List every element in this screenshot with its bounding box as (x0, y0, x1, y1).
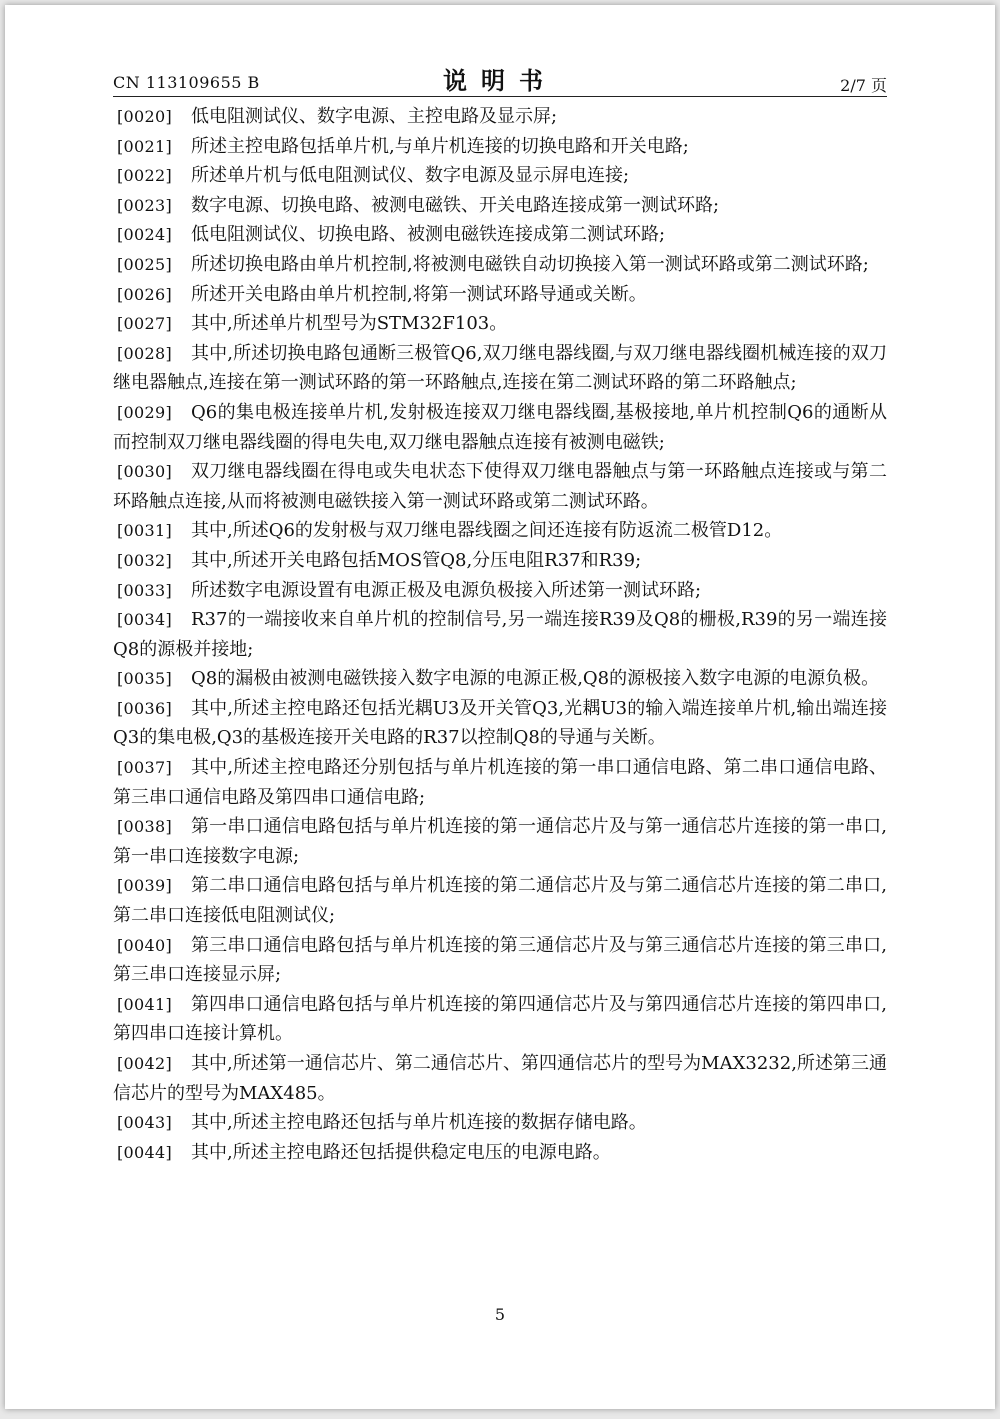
paragraph-number: [0043] (117, 1113, 173, 1133)
paragraph (113, 931, 887, 990)
paragraph-text: 所述单片机与低电阻测试仪、数字电源及显示屏电连接; (191, 165, 630, 187)
paragraph (113, 812, 887, 871)
paragraph-number: [0034] (117, 610, 173, 630)
paragraph (113, 309, 887, 339)
paragraph-text: 其中,所述主控电路还包括与单片机连接的数据存储电路。 (191, 1112, 647, 1134)
paragraph-text: 其中,所述Q6的发射极与双刀继电器线圈之间还连接有防返流二极管D12。 (191, 520, 783, 542)
paragraph (113, 694, 887, 753)
paragraph-number: [0026] (117, 284, 173, 304)
paragraph-text: 所述开关电路由单片机控制,将第一测试环路导通或关断。 (191, 283, 647, 305)
paragraph-number: [0022] (117, 166, 173, 186)
paragraph (113, 161, 887, 191)
paragraph-text: 数字电源、切换电路、被测电磁铁、开关电路连接成第一测试环路; (191, 194, 720, 216)
paragraph-number: [0032] (117, 550, 173, 570)
paragraph-text: 第二串口通信电路包括与单片机连接的第二通信芯片及与第二通信芯片连接的第二串口,第二串口连接低电阻测试仪; (113, 875, 887, 927)
paragraph-text: Q6的集电极连接单片机,发射极连接双刀继电器线圈,基极接地,单片机控制Q6的通断从而控制双刀继电器线圈的得电失电,双刀继电器触点连接有被测电磁铁; (113, 401, 887, 453)
paragraph-text: 其中,所述主控电路还包括光耦U3及开关管Q3,光耦U3的输入端连接单片机,输出端连接Q3的集电极,Q3的基极连接开关电路的R37以控制Q8的导通与关断。 (113, 697, 887, 749)
paragraph-number: [0024] (117, 225, 173, 245)
paragraph (113, 102, 887, 132)
paragraph (113, 753, 887, 812)
page-header (113, 61, 887, 97)
paragraph (113, 457, 887, 516)
paragraph (113, 1108, 887, 1138)
paragraph-number: [0038] (117, 817, 173, 837)
paragraph-number: [0031] (117, 521, 173, 541)
paragraph-text: 第三串口通信电路包括与单片机连接的第三通信芯片及与第三通信芯片连接的第三串口,第三串口连接显示屏; (113, 934, 887, 986)
paragraph-text: Q8的漏极由被测电磁铁接入数字电源的电源正极,Q8的源极接入数字电源的电源负极。 (191, 668, 880, 690)
paragraph (113, 664, 887, 694)
paragraph-text: 所述切换电路由单片机控制,将被测电磁铁自动切换接入第一测试环路或第二测试环路; (191, 253, 869, 275)
paragraph-text: 所述数字电源设置有电源正极及电源负极接入所述第一测试环路; (191, 579, 702, 601)
paragraph-number: [0027] (117, 314, 173, 334)
paragraph-number: [0029] (117, 402, 173, 422)
paragraph-number: [0025] (117, 254, 173, 274)
paragraph (113, 546, 887, 576)
document-page (5, 5, 995, 1409)
paragraph (113, 1049, 887, 1108)
paragraph (113, 398, 887, 457)
paragraph (113, 576, 887, 606)
paragraph-text: 低电阻测试仪、数字电源、主控电路及显示屏; (191, 106, 558, 127)
paragraph-text: 低电阻测试仪、切换电路、被测电磁铁连接成第二测试环路; (191, 224, 666, 246)
paragraph-number: [0044] (117, 1142, 173, 1162)
paragraph (113, 990, 887, 1049)
paragraph-number: [0037] (117, 758, 173, 778)
paragraph-text: 其中,所述开关电路包括MOS管Q8,分压电阻R37和R39; (191, 549, 642, 571)
paragraph (113, 250, 887, 280)
paragraph (113, 871, 887, 930)
paragraph-text: 其中,所述单片机型号为STM32F103。 (191, 313, 508, 335)
document-title: 说明书 (443, 66, 557, 95)
paragraph-number: [0023] (117, 195, 173, 215)
paragraph (113, 339, 887, 398)
paragraph-number: [0030] (117, 462, 173, 482)
paragraph (113, 1138, 887, 1168)
paragraph (113, 132, 887, 162)
paragraph-number: [0020] (117, 107, 173, 126)
document-body (113, 102, 887, 1167)
paragraph (113, 191, 887, 221)
paragraph-text: 所述主控电路包括单片机,与单片机连接的切换电路和开关电路; (191, 135, 689, 157)
paragraph-text: 其中,所述主控电路还分别包括与单片机连接的第一串口通信电路、第二串口通信电路、第三串口通信电路及第四串口通信电路; (113, 757, 887, 808)
paragraph-number: [0042] (117, 1054, 173, 1073)
paragraph (113, 605, 887, 664)
paragraph-text: 第一串口通信电路包括与单片机连接的第一通信芯片及与第一通信芯片连接的第一串口,第一串口连接数字电源; (113, 816, 887, 867)
paragraph (113, 280, 887, 310)
paragraph-text: 第四串口通信电路包括与单片机连接的第四通信芯片及与第四通信芯片连接的第四串口,第四串口连接计算机。 (113, 993, 887, 1045)
paragraph-text: 其中,所述切换电路包通断三极管Q6,双刀继电器线圈,与双刀继电器线圈机械连接的双刀继电器触点,连接在第一测试环路的第一环路触点,连接在第二测试环路的第二环路触点; (113, 342, 887, 394)
paragraph-number: [0036] (117, 698, 173, 718)
header-divider (113, 96, 887, 97)
paragraph-number: [0040] (117, 935, 173, 955)
paragraph-number: [0033] (117, 580, 173, 600)
paragraph-number: [0021] (117, 136, 173, 156)
page-number: 5 (494, 1305, 506, 1324)
paragraph (113, 516, 887, 546)
paragraph (113, 220, 887, 250)
paragraph-text: R37的一端接收来自单片机的控制信号,另一端连接R39及Q8的栅极,R39的另一端连接Q8的源极并接地; (113, 609, 887, 660)
paragraph-number: [0035] (117, 669, 173, 689)
paragraph-number: [0028] (117, 343, 173, 363)
paragraph-number: [0041] (117, 994, 173, 1014)
paragraph-number: [0039] (117, 876, 173, 896)
publication-number: CN 113109655 B (113, 73, 260, 92)
paragraph-text: 双刀继电器线圈在得电或失电状态下使得双刀继电器触点与第一环路触点连接或与第二环路触点连接,从而将被测电磁铁接入第一测试环路或第二测试环路。 (113, 461, 887, 512)
paragraph-text: 其中,所述主控电路还包括提供稳定电压的电源电路。 (191, 1141, 611, 1163)
page-count: 2/7 页 (840, 76, 887, 95)
paragraph-text: 其中,所述第一通信芯片、第二通信芯片、第四通信芯片的型号为MAX3232,所述第三通信芯片的型号为MAX485。 (113, 1053, 887, 1104)
